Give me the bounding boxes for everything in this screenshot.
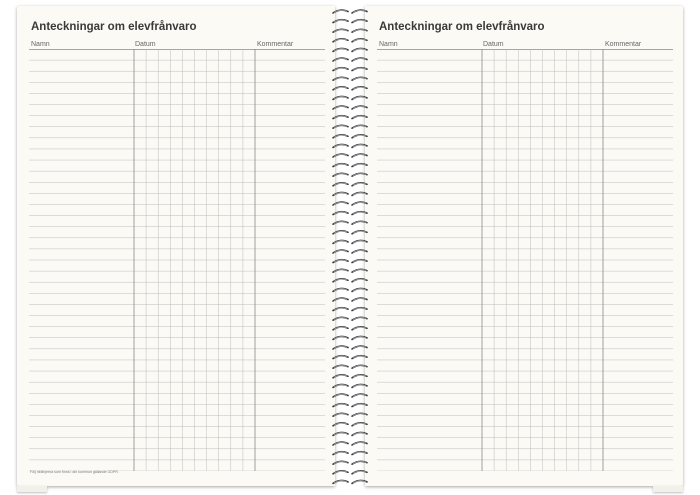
left-col-date-header: Datum xyxy=(135,41,156,48)
right-page-tab xyxy=(653,486,683,492)
spiral-coil xyxy=(333,39,367,42)
right-col-name-header: Namn xyxy=(379,41,398,48)
spiral-coil xyxy=(333,346,367,349)
spiral-coil xyxy=(333,423,367,426)
spiral-coils xyxy=(330,2,370,488)
spiral-coil xyxy=(333,48,367,51)
spiral-coil xyxy=(333,413,367,416)
spiral-coil xyxy=(333,77,367,80)
spiral-coil xyxy=(333,288,367,291)
spiral-coil xyxy=(333,96,367,99)
spiral-coil xyxy=(333,317,367,320)
right-page xyxy=(365,6,683,486)
spiral-coil xyxy=(333,356,367,359)
left-col-name-header: Namn xyxy=(31,41,50,48)
spiral-coil xyxy=(333,125,367,128)
spiral-coil xyxy=(333,135,367,138)
left-page-title: Anteckningar om elevfrånvaro xyxy=(31,21,197,33)
spiral-coil xyxy=(333,298,367,301)
spiral-coil xyxy=(333,116,367,119)
left-col-comment-header: Kommentar xyxy=(257,41,294,48)
spiral-coil xyxy=(333,442,367,445)
spiral-coil xyxy=(333,212,367,215)
right-col-date-header: Datum xyxy=(483,41,504,48)
spiral-coil xyxy=(333,173,367,176)
spiral-coil xyxy=(333,461,367,464)
spiral-coil xyxy=(333,202,367,205)
spiral-coil xyxy=(333,58,367,61)
left-footnote: Följ riktlinjerna som finns i din kommun gällande GDPR. xyxy=(30,470,119,474)
left-attendance-grid xyxy=(29,49,325,471)
spiral-coil xyxy=(333,29,367,32)
spiral-coil xyxy=(333,68,367,71)
spiral-coil xyxy=(333,221,367,224)
spiral-coil xyxy=(333,231,367,234)
spiral-coil xyxy=(333,164,367,167)
spiral-coil xyxy=(333,144,367,147)
spiral-coil xyxy=(333,154,367,157)
spiral-coil xyxy=(333,308,367,311)
right-page-title: Anteckningar om elevfrånvaro xyxy=(379,21,545,33)
spiral-coil xyxy=(333,279,367,282)
spiral-coil xyxy=(333,87,367,90)
spiral-coil xyxy=(333,384,367,387)
spiral-coil xyxy=(333,404,367,407)
spiral-binding-icon xyxy=(330,2,370,488)
right-grid-lines xyxy=(377,49,673,471)
spiral-coil xyxy=(333,471,367,474)
spiral-coil xyxy=(333,269,367,272)
left-page xyxy=(17,6,335,486)
spiral-coil xyxy=(333,327,367,330)
spiral-coil xyxy=(333,183,367,186)
spiral-coil xyxy=(333,20,367,23)
right-col-comment-header: Kommentar xyxy=(605,41,642,48)
spiral-coil xyxy=(333,192,367,195)
spiral-coil xyxy=(333,365,367,368)
left-page-tab xyxy=(17,486,47,492)
spiral-coil xyxy=(333,250,367,253)
spiral-coil xyxy=(333,452,367,455)
spiral-coil xyxy=(333,106,367,109)
left-grid-lines xyxy=(29,49,325,471)
spiral-coil xyxy=(333,432,367,435)
spiral-coil xyxy=(333,336,367,339)
spiral-coil xyxy=(333,260,367,263)
spiral-coil xyxy=(333,240,367,243)
spiral-coil xyxy=(333,394,367,397)
right-attendance-grid xyxy=(377,49,673,471)
spiral-coil xyxy=(333,375,367,378)
spiral-coil xyxy=(333,10,367,13)
spiral-coil xyxy=(333,480,367,483)
